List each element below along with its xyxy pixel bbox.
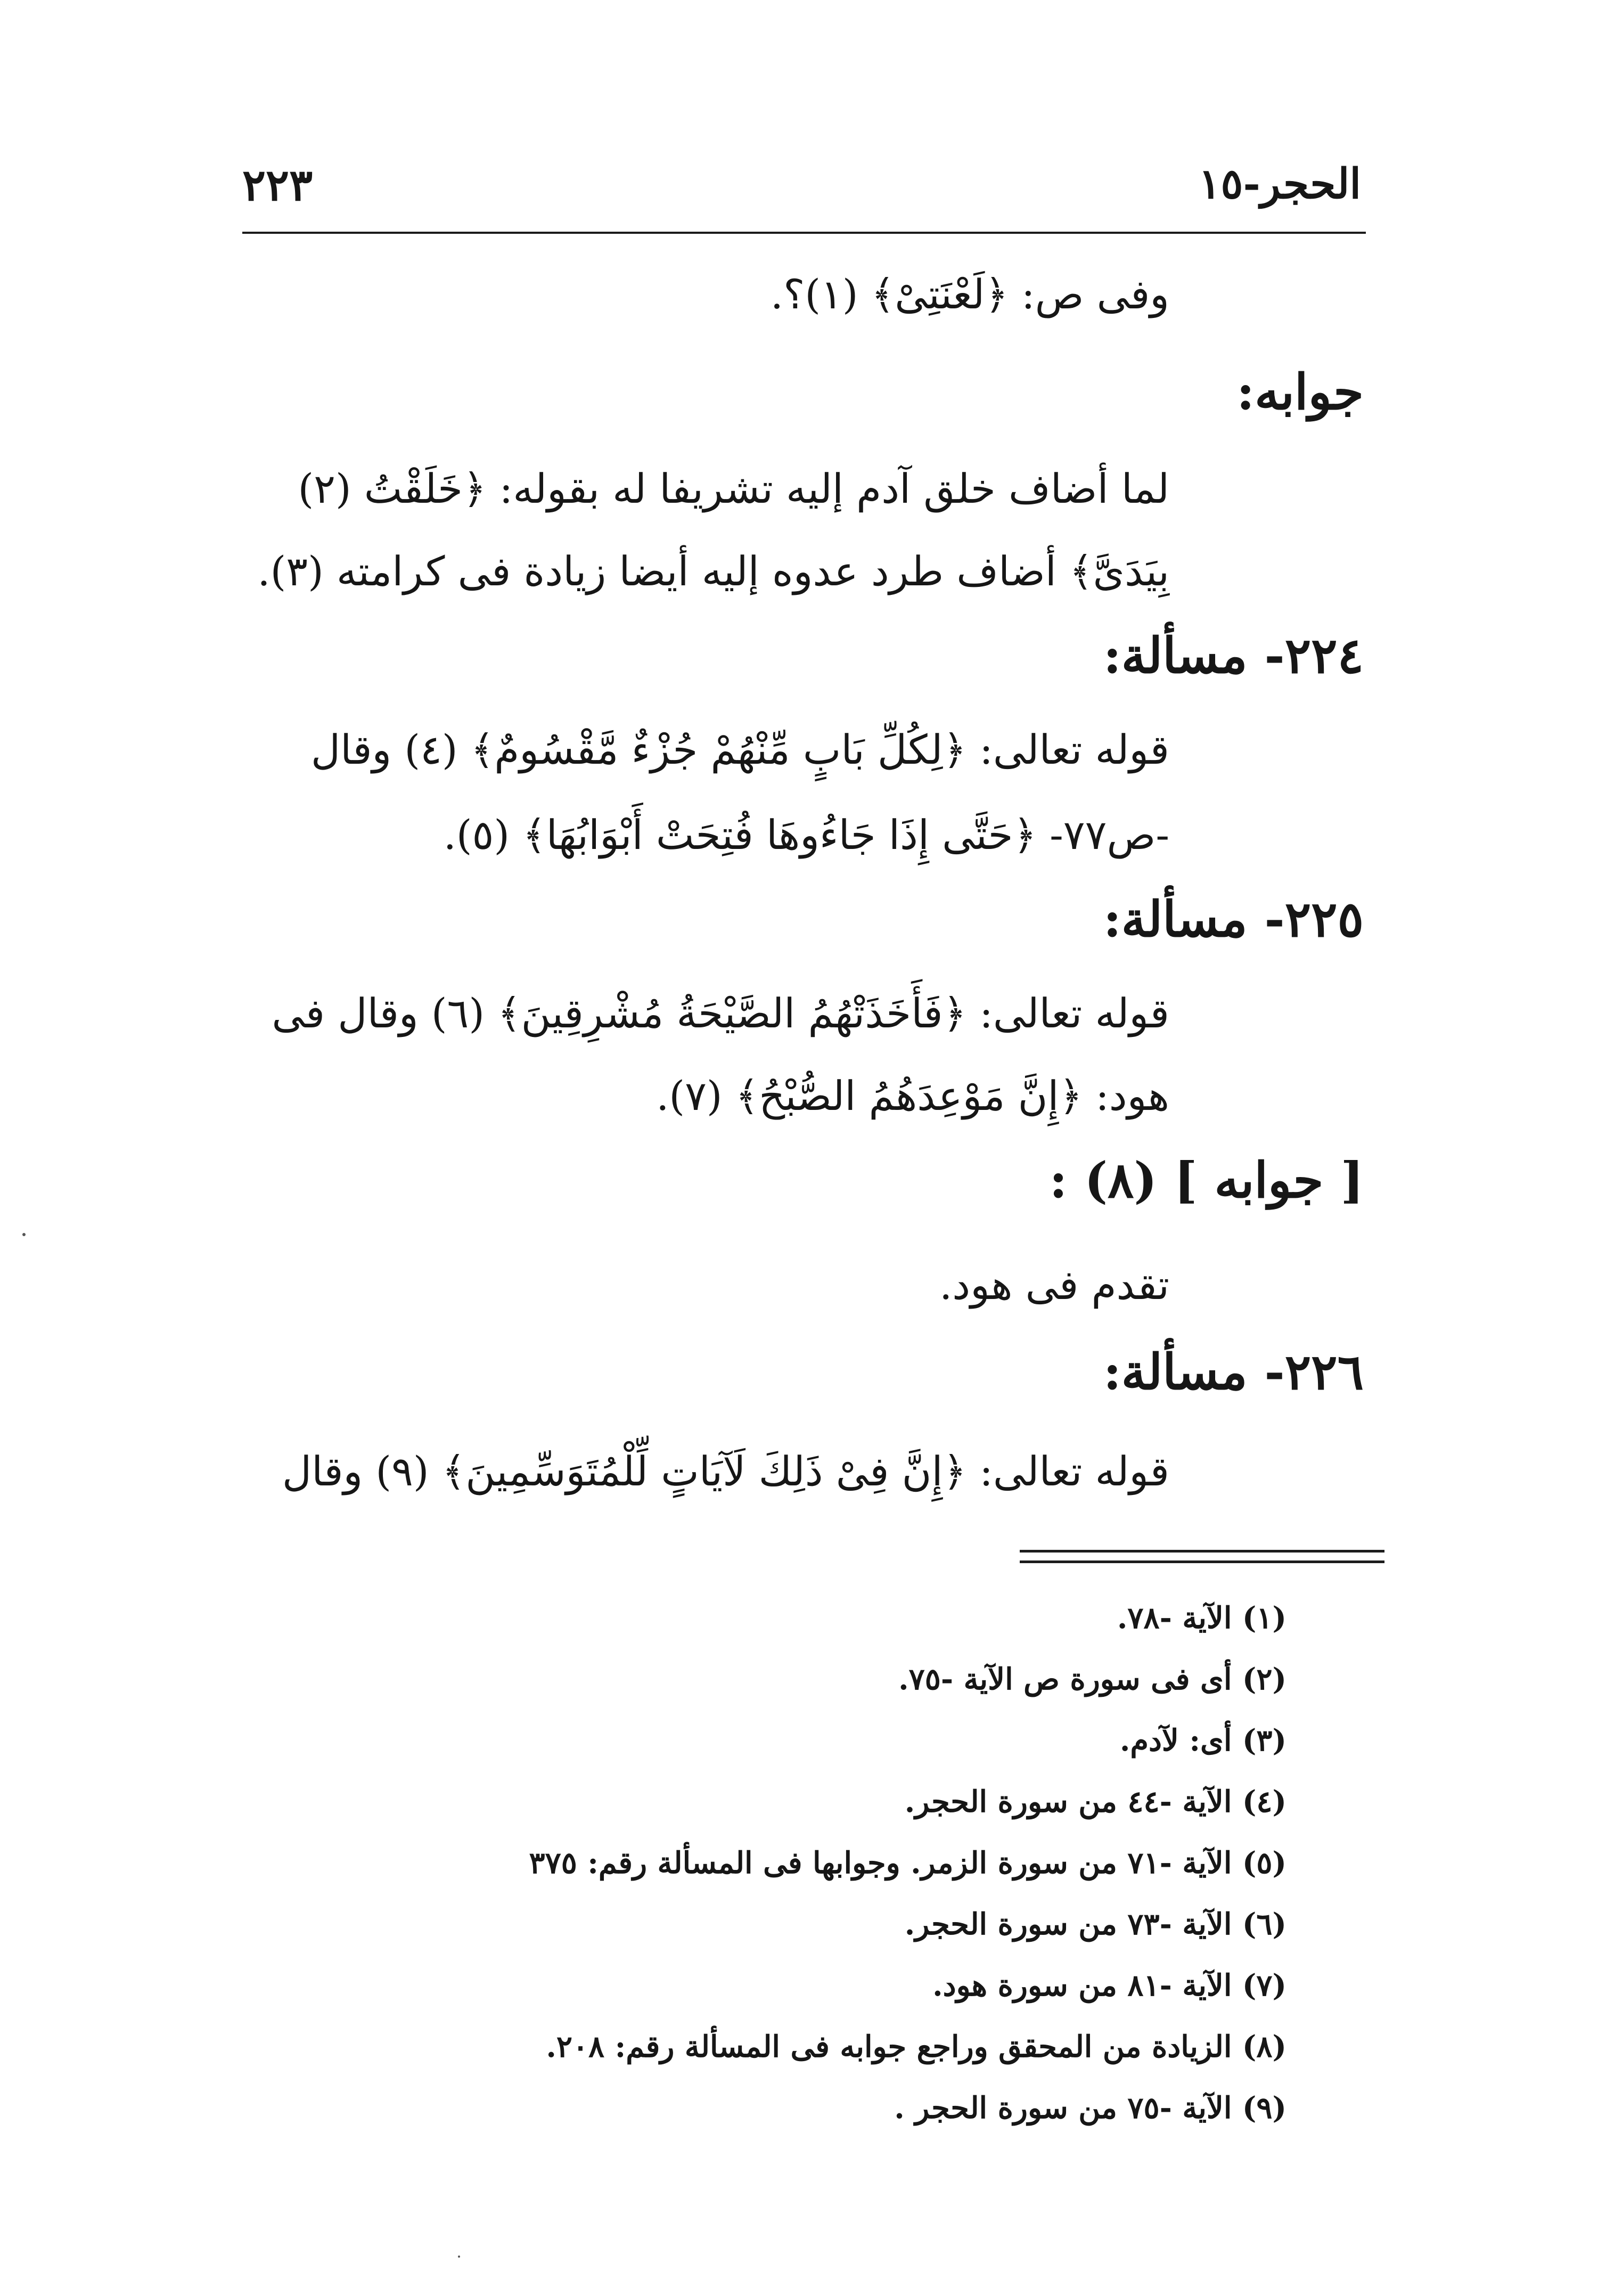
heading-answer-2: [ جوابه ] (٨) : [1049, 1151, 1364, 1209]
answer2-line: تقدم فى هود. [939, 1261, 1169, 1309]
scan-speck [458, 2256, 460, 2258]
q226-line-1: قوله تعالى: ﴿إِنَّ فِىْ ذَلِكَ لَآيَاتٍ لِّلْمُتَوَسِّمِينَ﴾ (٩) وقال [282, 1448, 1169, 1495]
heading-question-224: ٢٢٤- مسألة: [1103, 627, 1364, 684]
heading-answer-1: جوابه: [1236, 363, 1364, 421]
answer1-line-2: بِيَدَىَّ﴾ أضاف طرد عدوه إليه أيضا زيادة فى كرامته (٣). [257, 548, 1169, 595]
footnote-5: (٥) الآية -٧١ من سورة الزمر. وجوابها فى المسألة رقم: ٣٧٥ [529, 1845, 1287, 1881]
header-rule [242, 232, 1366, 234]
q225-line-1: قوله تعالى: ﴿فَأَخَذَتْهُمُ الصَّيْحَةُ مُشْرِقِينَ﴾ (٦) وقال فى [272, 990, 1169, 1037]
q224-line-2: -ص٧٧- ﴿حَتَّى إِذَا جَاءُوهَا فُتِحَتْ أَبْوَابُهَا﴾ (٥). [443, 811, 1169, 859]
running-header-title: الحجر-١٥ [1198, 160, 1361, 208]
heading-question-226: ٢٢٦- مسألة: [1103, 1343, 1364, 1401]
footnote-4: (٤) الآية -٤٤ من سورة الحجر. [904, 1784, 1287, 1819]
footnote-8: (٨) الزيادة من المحقق وراجع جوابه فى المسألة رقم: ٢٠٨. [546, 2029, 1287, 2064]
heading-question-225: ٢٢٥- مسألة: [1103, 890, 1364, 948]
footnote-rule-bottom [1020, 1560, 1384, 1563]
footnote-6: (٦) الآية -٧٣ من سورة الحجر. [904, 1907, 1287, 1942]
q224-line-1: قوله تعالى: ﴿لِكُلِّ بَابٍ مِّنْهُمْ جُزْءٌ مَّقْسُومٌ﴾ (٤) وقال [310, 726, 1169, 773]
answer1-line-1: لما أضاف خلق آدم إليه تشريفا له بقوله: ﴿خَلَقْتُ (٢) [298, 465, 1169, 512]
footnote-3: (٣) أى: لآدم. [1119, 1723, 1287, 1758]
scan-speck [22, 1233, 26, 1236]
footnote-2: (٢) أى فى سورة ص الآية -٧٥. [898, 1662, 1287, 1697]
footnote-9: (٩) الآية -٧٥ من سورة الحجر . [894, 2090, 1287, 2126]
page-number: ٢٢٣ [242, 160, 313, 211]
q225-line-2: هود: ﴿إِنَّ مَوْعِدَهُمُ الصُّبْحُ﴾ (٧). [656, 1072, 1169, 1120]
footnote-rule-top [1020, 1550, 1384, 1553]
body-line-1: وفى ص: ﴿لَعْنَتِىْ﴾ (١)؟. [770, 271, 1169, 318]
footnote-1: (١) الآية -٧٨. [1117, 1600, 1287, 1636]
footnote-7: (٧) الآية -٨١ من سورة هود. [932, 1968, 1287, 2003]
